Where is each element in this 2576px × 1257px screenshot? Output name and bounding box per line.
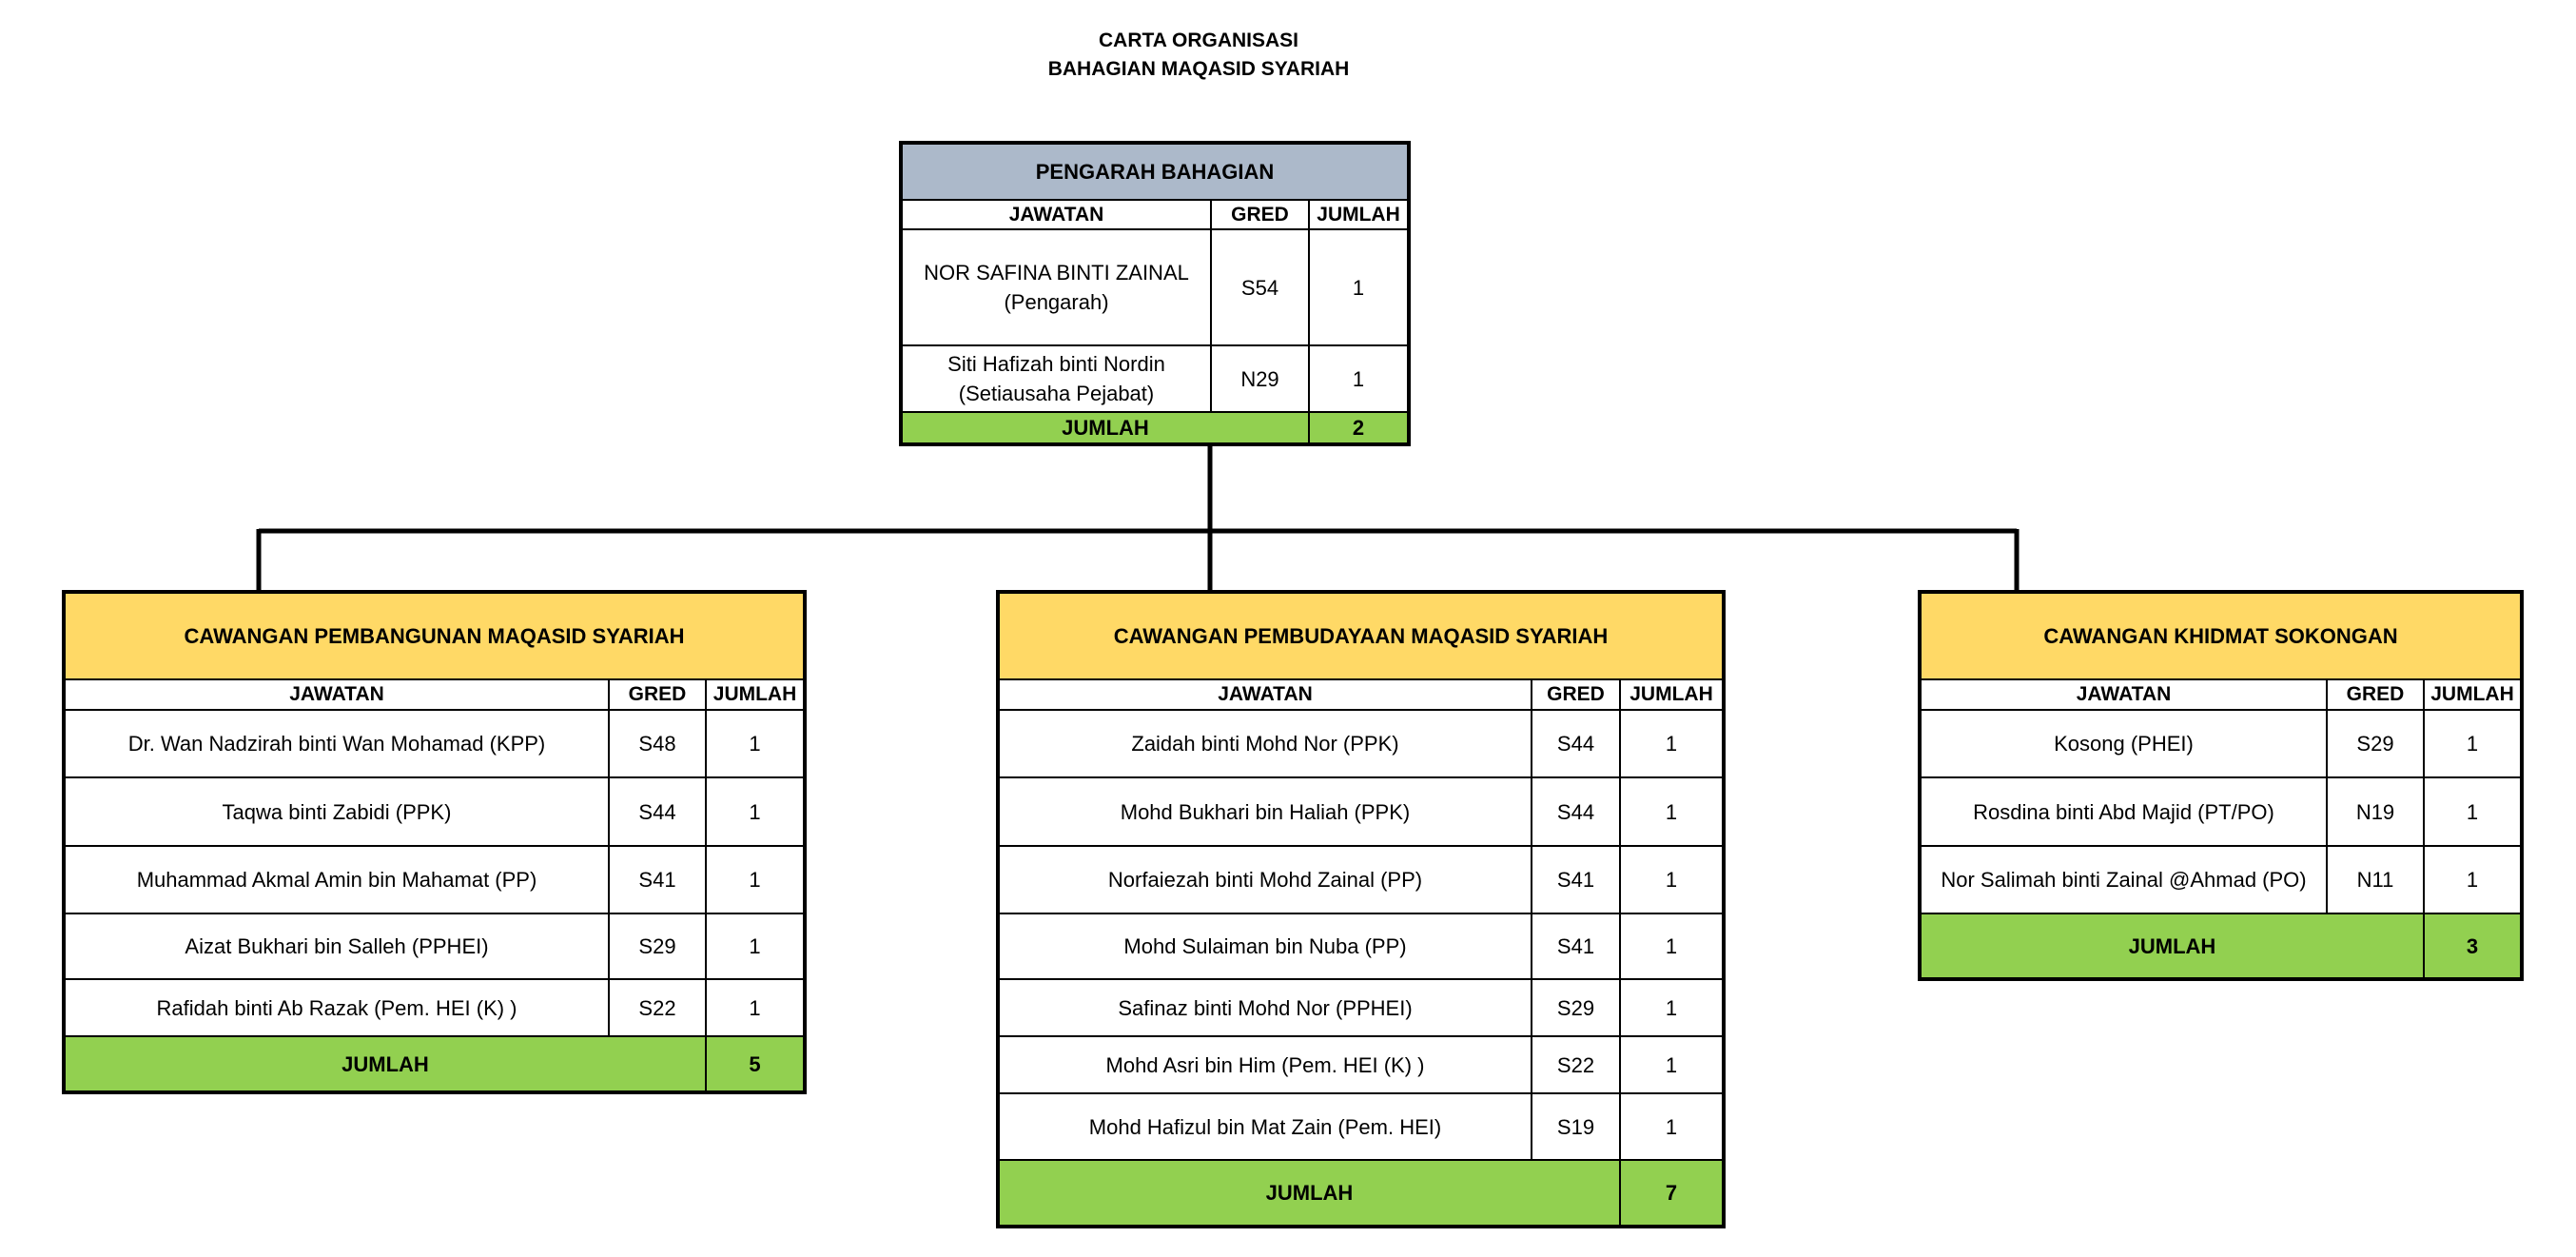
table-row	[998, 913, 1724, 979]
table-row	[901, 345, 1409, 412]
count-cell: 1	[2424, 846, 2522, 913]
person-cell	[901, 345, 1211, 412]
count-cell: 1	[1620, 846, 1724, 913]
director-header: PENGARAH BAHAGIAN	[901, 143, 1409, 200]
person-cell: Taqwa binti Zabidi (PPK)	[64, 777, 609, 846]
col-header-position: JAWATAN	[1920, 679, 2327, 710]
table-row	[64, 846, 805, 913]
table-row	[998, 979, 1724, 1036]
person-cell: Mohd Hafizul bin Mat Zain (Pem. HEI)	[998, 1093, 1532, 1160]
grade-cell: S41	[1532, 913, 1620, 979]
grade-cell: S44	[609, 777, 706, 846]
person-cell: Mohd Asri bin Him (Pem. HEI (K) )	[998, 1036, 1532, 1093]
total-row	[901, 412, 1409, 444]
table-row	[998, 846, 1724, 913]
table-row	[998, 710, 1724, 777]
chart-title-line2: BAHAGIAN MAQASID SYARIAH	[1047, 58, 1350, 80]
grade-cell: N29	[1211, 345, 1309, 412]
person-name: Siti Hafizah binti Nordin	[947, 352, 1165, 376]
count-cell: 1	[1620, 1036, 1724, 1093]
count-cell: 1	[1309, 229, 1409, 345]
total-label: JUMLAH	[998, 1160, 1620, 1227]
grade-cell: S44	[1532, 777, 1620, 846]
person-cell: Rafidah binti Ab Razak (Pem. HEI (K) )	[64, 979, 609, 1036]
grade-cell: S29	[1532, 979, 1620, 1036]
grade-cell: S22	[609, 979, 706, 1036]
total-value: 3	[2424, 913, 2522, 979]
total-value: 7	[1620, 1160, 1724, 1227]
grade-cell: S41	[609, 846, 706, 913]
table-row	[1920, 710, 2522, 777]
col-header-position: JAWATAN	[901, 200, 1211, 229]
table-row	[998, 1093, 1724, 1160]
branch-box-pembangunan	[62, 590, 807, 1094]
total-label: JUMLAH	[64, 1036, 706, 1092]
person-role: (Pengarah)	[1004, 290, 1109, 314]
col-header-count: JUMLAH	[1309, 200, 1409, 229]
col-header-grade: GRED	[609, 679, 706, 710]
col-header-grade: GRED	[1211, 200, 1309, 229]
table-row	[998, 1036, 1724, 1093]
person-cell: Rosdina binti Abd Majid (PT/PO)	[1920, 777, 2327, 846]
branch-header: CAWANGAN KHIDMAT SOKONGAN	[1920, 592, 2522, 679]
count-cell: 1	[706, 777, 805, 846]
person-cell: Zaidah binti Mohd Nor (PPK)	[998, 710, 1532, 777]
person-cell: Muhammad Akmal Amin bin Mahamat (PP)	[64, 846, 609, 913]
col-header-grade: GRED	[1532, 679, 1620, 710]
count-cell: 1	[706, 913, 805, 979]
branch-header: CAWANGAN PEMBANGUNAN MAQASID SYARIAH	[64, 592, 805, 679]
count-cell: 1	[1620, 777, 1724, 846]
grade-cell: N19	[2327, 777, 2424, 846]
count-cell: 1	[706, 979, 805, 1036]
count-cell: 1	[706, 710, 805, 777]
grade-cell: S48	[609, 710, 706, 777]
col-header-grade: GRED	[2327, 679, 2424, 710]
grade-cell: S29	[2327, 710, 2424, 777]
table-row	[64, 913, 805, 979]
count-cell: 1	[1620, 1093, 1724, 1160]
table-row	[998, 777, 1724, 846]
grade-cell: N11	[2327, 846, 2424, 913]
table-row	[64, 777, 805, 846]
person-name: NOR SAFINA BINTI ZAINAL	[924, 261, 1189, 285]
grade-cell: S19	[1532, 1093, 1620, 1160]
col-header-count: JUMLAH	[2424, 679, 2522, 710]
total-row	[1920, 913, 2522, 979]
table-row	[64, 710, 805, 777]
person-role: (Setiausaha Pejabat)	[958, 382, 1155, 405]
grade-cell: S41	[1532, 846, 1620, 913]
count-cell: 1	[2424, 777, 2522, 846]
person-cell: Mohd Bukhari bin Haliah (PPK)	[998, 777, 1532, 846]
count-cell: 1	[1620, 979, 1724, 1036]
count-cell: 1	[1309, 345, 1409, 412]
grade-cell: S44	[1532, 710, 1620, 777]
total-row	[998, 1160, 1724, 1227]
table-row	[1920, 846, 2522, 913]
person-cell: Mohd Sulaiman bin Nuba (PP)	[998, 913, 1532, 979]
director-box	[899, 141, 1411, 446]
grade-cell: S29	[609, 913, 706, 979]
total-value: 5	[706, 1036, 805, 1092]
col-header-count: JUMLAH	[706, 679, 805, 710]
person-cell	[901, 229, 1211, 345]
total-value: 2	[1309, 412, 1409, 444]
person-cell: Nor Salimah binti Zainal @Ahmad (PO)	[1920, 846, 2327, 913]
total-label: JUMLAH	[1920, 913, 2424, 979]
chart-title-line1: CARTA ORGANISASI	[1099, 29, 1298, 51]
branch-header: CAWANGAN PEMBUDAYAAN MAQASID SYARIAH	[998, 592, 1724, 679]
person-cell: Kosong (PHEI)	[1920, 710, 2327, 777]
person-cell: Aizat Bukhari bin Salleh (PPHEI)	[64, 913, 609, 979]
col-header-count: JUMLAH	[1620, 679, 1724, 710]
col-header-position: JAWATAN	[64, 679, 609, 710]
table-row	[1920, 777, 2522, 846]
person-cell: Safinaz binti Mohd Nor (PPHEI)	[998, 979, 1532, 1036]
count-cell: 1	[2424, 710, 2522, 777]
count-cell: 1	[706, 846, 805, 913]
table-row	[64, 979, 805, 1036]
count-cell: 1	[1620, 710, 1724, 777]
col-header-position: JAWATAN	[998, 679, 1532, 710]
grade-cell: S22	[1532, 1036, 1620, 1093]
grade-cell: S54	[1211, 229, 1309, 345]
count-cell: 1	[1620, 913, 1724, 979]
table-row	[901, 229, 1409, 345]
branch-box-khidmat-sokongan	[1918, 590, 2524, 981]
person-cell: Dr. Wan Nadzirah binti Wan Mohamad (KPP)	[64, 710, 609, 777]
total-row	[64, 1036, 805, 1092]
total-label: JUMLAH	[901, 412, 1309, 444]
branch-box-pembudayaan	[996, 590, 1726, 1228]
person-cell: Norfaiezah binti Mohd Zainal (PP)	[998, 846, 1532, 913]
